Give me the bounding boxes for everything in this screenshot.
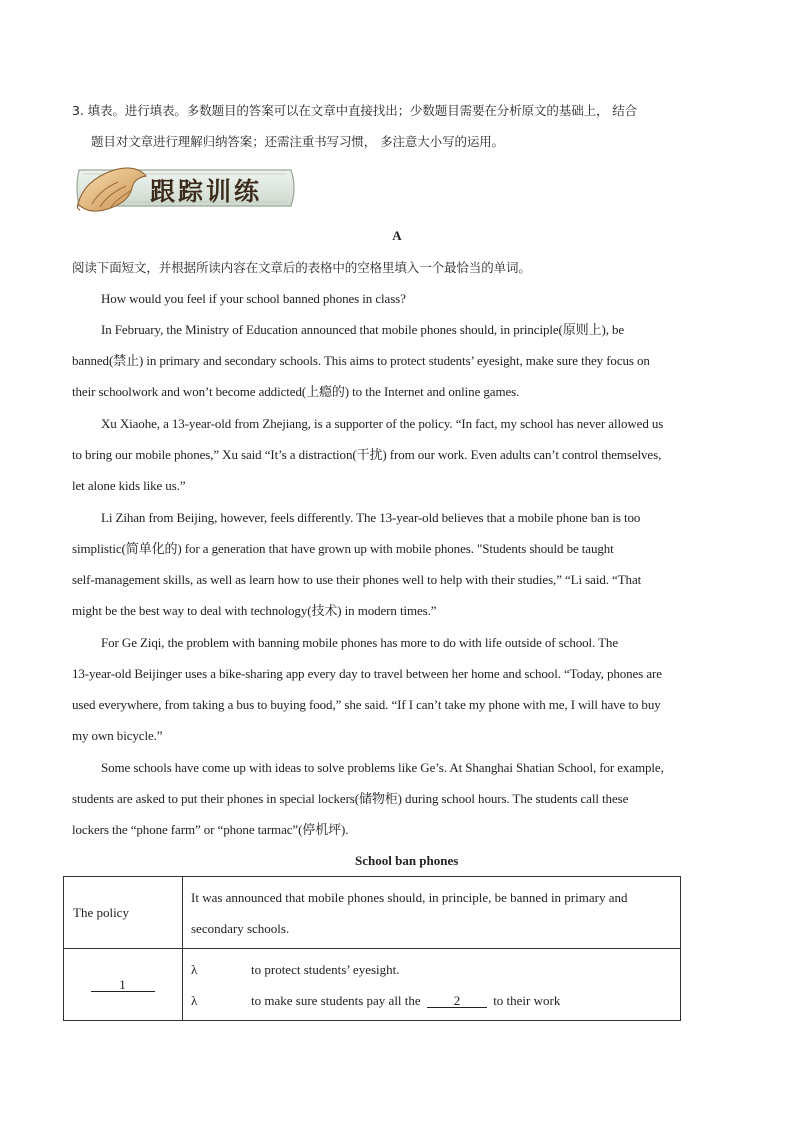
policy-line-1: It was announced that mobile phones should, in principle, be banned in primary and [191,889,628,905]
aim-item-2-tail: to their work [493,992,561,1008]
conch-shell-icon [74,160,150,216]
passage-line: How would you feel if your school banned phones in class? [101,291,406,306]
aim-item-1-text: to protect students’ eyesight. [251,961,400,977]
banner-title: 跟踪训练 [150,177,263,206]
passage-line: simplistic(简单化的) for a generation that have grown up with mobile phones. "Students should be taught [72,541,614,556]
aim-item-2-text: to make sure students pay all the [251,992,421,1008]
passage-line: Some schools have come up with ideas to solve problems like Ge’s. At Shanghai Shatian School, for example, [101,760,664,775]
aim-item-2 [184,985,679,1016]
policy-content [183,877,681,949]
passage-line: lockers the “phone farm” or “phone tarmac”(停机坪). [72,822,349,837]
passage-line: students are asked to put their phones in special lockers(储物柜) during school hours. The students call these [72,791,629,806]
section-label: A [392,228,402,243]
passage-line: Xu Xiaohe, a 13-year-old from Zhejiang, is a supporter of the policy. “In fact, my school has never allowed us [101,416,664,431]
bullet-lambda: λ [191,961,198,977]
passage-line: might be the best way to deal with technology(技术) in modern times.” [72,603,437,618]
passage-line: let alone kids like us.” [72,478,186,493]
policy-label: The policy [64,877,183,949]
passage-line: self-management skills, as well as learn how to use their phones well to help with their studies,” “Li said. “That [72,572,642,587]
passage-line: my own bicycle.” [72,728,163,743]
passage-line: In February, the Ministry of Education announced that mobile phones should, in principle(原则上), be [101,322,625,337]
intro-line-1: 3. 填表。进行填表。多数题目的答案可以在文章中直接找出；少数题目需要在分析原文的基础上， 结合 [72,103,638,118]
passage-line: to bring our mobile phones,” Xu said “It’s a distraction(干扰) from our work. Even adults can’t control themselves, [72,447,662,462]
reading-instruction: 阅读下面短文，并根据所读内容在文章后的表格中的空格里填入一个最恰当的单词。 [72,260,531,275]
answer-blank-2[interactable]: 2 [427,994,487,1008]
table-row [64,949,681,1021]
table-title: School ban phones [355,853,459,868]
aim-item-1 [184,954,679,985]
passage-line: used everywhere, from taking a bus to buying food,” she said. “If I can’t take my phone with me, I will have to buy [72,697,661,712]
passage-line: their schoolwork and won’t become addicted(上瘾的) to the Internet and online games. [72,384,520,399]
passage-line: Li Zihan from Beijing, however, feels differently. The 13-year-old believes that a mobile phone ban is too [101,510,641,525]
passage-line: For Ge Ziqi, the problem with banning mobile phones has more to do with life outside of school. The [101,635,619,650]
aims-content [183,949,681,1021]
table-row [64,877,681,949]
intro-line-2: 题目对文章进行理解归纳答案；还需注重书写习惯， 多注意大小写的运用。 [91,134,505,149]
blank-cell-1 [64,949,183,1021]
passage-line: banned(禁止) in primary and secondary schools. This aims to protect students’ eyesight, make sure they focus on [72,353,650,368]
policy-line-2: secondary schools. [191,920,290,936]
answer-blank-1[interactable]: 1 [91,978,155,992]
bullet-lambda: λ [191,992,198,1008]
summary-table [63,876,681,1021]
passage-line: 13-year-old Beijinger uses a bike-sharing app every day to travel between her home and school. “Today, phones are [72,666,662,681]
